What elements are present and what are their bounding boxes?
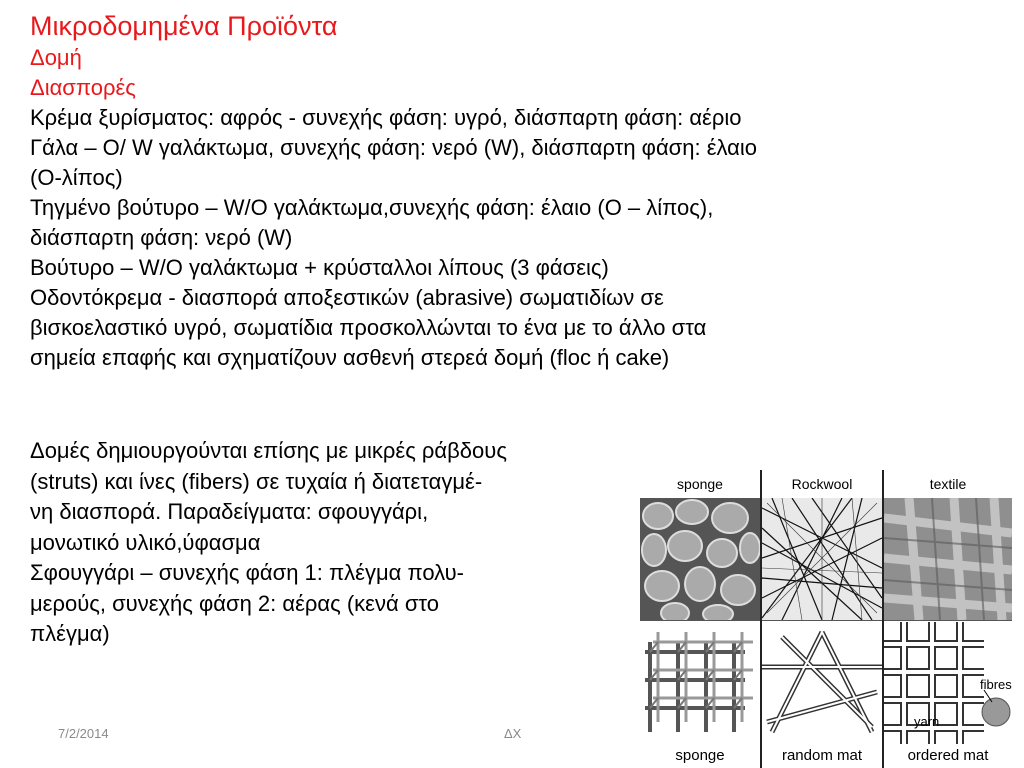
figure-column-divider-1 [760,470,762,768]
lower-line-6: μερούς, συνεχής φάση 2: αέρας (κενά στο [30,590,440,616]
figure-divider [640,620,1012,621]
footer-center-text: ΔΧ [504,726,522,741]
text-line-5: διάσπαρτη φάση: νερό (W) [30,225,293,250]
yarn-label: yarn [914,714,940,729]
lower-text-block [30,436,660,650]
fibres-label: fibres [980,677,1012,692]
text-line-7: Οδοντόκρεμα - διασπορά αποξεστικών (abrasive) σωματιδίων σε [30,285,664,310]
lower-line-2: (struts) και ίνες (fibers) σε τυχαία ή διατεταγμέ- [30,468,483,494]
sponge-micrograph [640,498,760,620]
random-mat-diagram [762,622,882,744]
text-line-1: Κρέμα ξυρίσματος: αφρός - συνεχής φάση: υγρό, διάσπαρτη φάση: αέριο [30,105,742,130]
figure-column-divider-2 [882,470,884,768]
label-textile: textile [929,476,967,492]
lower-line-5: Σφουγγάρι – συνεχής φάση 1: πλέγμα πολυ- [30,560,465,585]
label-random-mat: random mat [781,747,863,764]
structure-figure [640,470,1012,768]
subtitle-structure: Δομή [30,45,82,70]
text-line-6: Βούτυρο – W/O γαλάκτωμα + κρύσταλλοι λίπους (3 φάσεις) [30,255,609,280]
lower-line-4: μονωτικό υλικό,ύφασμα [30,529,261,555]
label-sponge-bottom: sponge [675,747,725,764]
label-rockwool: Rockwool [791,476,853,492]
label-ordered-mat: ordered mat [907,747,989,764]
subtitle-dispersions: Διασπορές [30,75,136,100]
text-line-4: Τηγμένο βούτυρο – W/O γαλάκτωμα,συνεχής φάση: έλαιο (O – λίπος), [30,195,714,220]
lower-line-1: Δομές δημιουργούνται επίσης με μικρές ράβδους [30,438,507,463]
text-line-3: (O-λίπος) [30,165,123,190]
textile-micrograph [884,498,1012,620]
slide-title: Μικροδομημένα Προϊόντα [30,11,338,41]
slide-text-block [30,9,1005,373]
lower-line-3: νη διασπορά. Παραδείγματα: σφουγγάρι, [30,499,429,524]
text-line-8: βισκοελαστικό υγρό, σωματίδια προσκολλώνται το ένα με το άλλο στα [30,315,707,340]
text-line-9: σημεία επαφής και σχηματίζουν ασθενή στερεά δομή (floc ή cake) [30,345,670,370]
rockwool-micrograph [762,498,882,620]
sponge-lattice-diagram [640,622,760,744]
text-line-2: Γάλα – O/ W γαλάκτωμα, συνεχής φάση: νερό (W), διάσπαρτη φάση: έλαιο [30,135,758,160]
label-sponge-top: sponge [677,476,723,492]
lower-line-7: πλέγμα) [30,621,110,646]
yarn-cross-section [982,698,1010,726]
footer-date: 7/2/2014 [58,726,109,741]
